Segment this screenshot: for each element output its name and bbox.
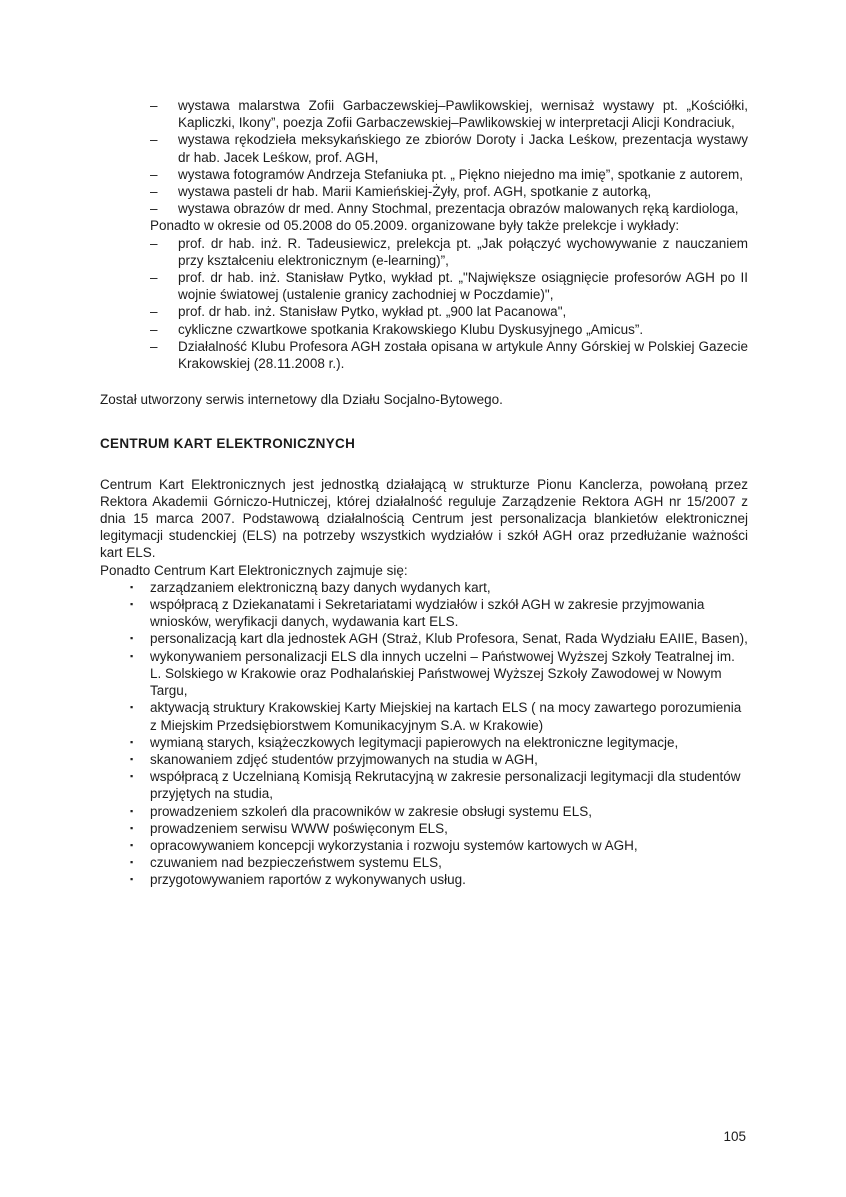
bullet-marker: ▪ xyxy=(130,805,134,816)
list-item-text: wystawa fotogramów Andrzeja Stefaniuka pt. „ Piękno niejedno ma imię”, spotkanie z autorem, xyxy=(178,166,744,182)
bullet-marker: ▪ xyxy=(130,599,134,610)
list-item-text: prowadzeniem serwisu WWW poświęconym ELS, xyxy=(150,820,448,836)
list-item-text: Działalność Klubu Profesora AGH została opisana w artykule Anny Górskiej w Polskiej Gazecie Krakowskiej (28.11.2008 r.). xyxy=(178,338,748,372)
list-item xyxy=(150,303,748,320)
bullet-marker: ▪ xyxy=(130,736,134,747)
bullet-marker: ▪ xyxy=(130,633,134,644)
tasks-list xyxy=(128,579,748,889)
list-item xyxy=(128,699,748,733)
list-item xyxy=(150,166,748,183)
list-item-text: współpracą z Dziekanatami i Sekretariatami wydziałów i szkół AGH w zakresie przyjmowania wniosków, weryfikacji danych, wydawania kart ELS. xyxy=(150,597,705,630)
bullet-marker: ▪ xyxy=(130,822,134,833)
list-item-text: zarządzaniem elektroniczną bazy danych wydanych kart, xyxy=(150,579,491,595)
page-content xyxy=(100,97,748,889)
lectures-intro: Ponadto w okresie od 05.2008 do 05.2009. organizowane były także prelekcje i wykłady: xyxy=(150,218,680,234)
bullet-marker: ▪ xyxy=(130,753,134,764)
list-item xyxy=(128,734,748,751)
section-heading: CENTRUM KART ELEKTRONICZNYCH xyxy=(100,436,356,452)
list-item xyxy=(128,854,748,871)
list-item xyxy=(128,751,748,768)
serwis-note: Został utworzony serwis internetowy dla Działu Socjalno-Bytowego. xyxy=(100,392,503,408)
list-item-text: prof. dr hab. inż. Stanisław Pytko, wykład pt. „"Największe osiągnięcie profesorów AGH po II wojnie światowej (ustalenie granicy zachodniej w Poczdamie)", xyxy=(178,270,748,303)
list-item-text: cykliczne czwartkowe spotkania Krakowskiego Klubu Dyskusyjnego „Amicus”. xyxy=(178,321,644,337)
list-item-text: wykonywaniem personalizacji ELS dla innych uczelni – Państwowej Wyższej Szkoły Teatralnej im. L. Solskiego w Krakowie oraz Podhalańskiej Państwowej Wyższej Szkoły Zawodowej w Nowym Targu, xyxy=(150,648,735,699)
list-item xyxy=(128,596,748,630)
list-item xyxy=(128,630,748,647)
list-item xyxy=(128,820,748,837)
list-item-text: współpracą z Uczelnianą Komisją Rekrutacyjną w zakresie personalizacji legitymacji dla studentów przyjętych na studia, xyxy=(150,769,741,802)
dash-marker: – xyxy=(150,98,158,113)
list-item-text: wystawa pasteli dr hab. Marii Kamieńskiej-Żyły, prof. AGH, spotkanie z autorką, xyxy=(178,184,652,200)
dash-marker: – xyxy=(150,132,158,148)
list-item xyxy=(150,321,748,338)
list-item-text: przygotowywaniem raportów z wykonywanych usług. xyxy=(150,872,466,888)
list-item-text: skanowaniem zdjęć studentów przyjmowanych na studia w AGH, xyxy=(150,751,538,767)
bullet-marker: ▪ xyxy=(130,857,134,868)
list-item-text: czuwaniem nad bezpieczeństwem systemu ELS, xyxy=(150,855,442,871)
bullet-marker: ▪ xyxy=(130,771,134,782)
bullet-marker: ▪ xyxy=(130,581,134,592)
list-item xyxy=(150,269,748,303)
events-section xyxy=(150,97,748,372)
cke-intro: Centrum Kart Elektronicznych jest jednostką działającą w strukturze Pionu Kanclerza, powołaną przez Rektora Akademii Górniczo-Hutniczej, której działalność reguluje Zarządzenie Rektora AGH nr 15/2007 z dnia 15 marca 2007. Podstawową działalnością Centrum jest personalizacja blankietów elektronicznej legitymacji studenckiej (ELS) na potrzeby wszystkich wydziałów i szkół AGH oraz przedłużanie ważności kart ELS. xyxy=(100,476,748,561)
list-item xyxy=(128,837,748,854)
dash-marker: – xyxy=(150,321,158,337)
list-item xyxy=(128,871,748,888)
list-item xyxy=(128,803,748,820)
list-item xyxy=(128,579,748,596)
dash-marker: – xyxy=(150,201,158,217)
list-item-text: personalizacją kart dla jednostek AGH (Straż, Klub Profesora, Senat, Rada Wydziału EAIIE, Basen), xyxy=(150,631,748,647)
list-item-text: wystawa malarstwa Zofii Garbaczewskiej–Pawlikowskiej, wernisaż wystawy pt. „Kościółki, Kapliczki, Ikony”, poezja Zofii Garbaczewskiej–Pawlikowskiej w interpretacji Alicji Kondraciuk, xyxy=(178,98,748,131)
dash-marker: – xyxy=(150,184,158,200)
dash-marker: – xyxy=(150,166,158,182)
bullet-marker: ▪ xyxy=(130,650,134,661)
dash-marker: – xyxy=(150,235,158,251)
list-item xyxy=(150,200,748,217)
list-item xyxy=(150,338,748,372)
list-item xyxy=(150,97,748,131)
list-item-text: wystawa rękodzieła meksykańskiego ze zbiorów Doroty i Jacka Leśkow, prezentacja wystawy dr hab. Jacek Leśkow, prof. AGH, xyxy=(178,132,748,165)
dash-marker: – xyxy=(150,304,158,320)
dash-marker: – xyxy=(150,338,158,354)
dash-marker: – xyxy=(150,270,158,286)
list-item-text: aktywacją struktury Krakowskiej Karty Miejskiej na kartach ELS ( na mocy zawartego porozumienia z Miejskim Przedsiębiorstwem Komunikacyjnym S.A. w Krakowie) xyxy=(150,700,742,733)
list-item-text: opracowywaniem koncepcji wykorzystania i rozwoju systemów kartowych w AGH, xyxy=(150,837,638,853)
list-item-text: prof. dr hab. inż. Stanisław Pytko, wykład pt. „900 lat Pacanowa", xyxy=(178,304,567,320)
list-item xyxy=(128,648,748,700)
list-item-text: wystawa obrazów dr med. Anny Stochmal, prezentacja obrazów malowanych ręką kardiologa, xyxy=(178,201,739,217)
list-item-text: prowadzeniem szkoleń dla pracowników w zakresie obsługi systemu ELS, xyxy=(150,803,592,819)
bullet-marker: ▪ xyxy=(130,839,134,850)
tasks-intro: Ponadto Centrum Kart Elektronicznych zajmuje się: xyxy=(100,562,408,578)
list-item xyxy=(150,183,748,200)
list-item xyxy=(128,768,748,802)
list-item xyxy=(150,235,748,269)
list-item-text: wymianą starych, książeczkowych legitymacji papierowych na elektroniczne legitymacje, xyxy=(150,734,679,750)
list-item-text: prof. dr hab. inż. R. Tadeusiewicz, prelekcja pt. „Jak połączyć wychowywanie z nauczaniem przy kształceniu elektronicznym (e-learning)”, xyxy=(178,235,748,268)
bullet-marker: ▪ xyxy=(130,702,134,713)
list-item xyxy=(150,131,748,165)
bullet-marker: ▪ xyxy=(130,874,134,885)
page-number: 105 xyxy=(723,1129,746,1144)
